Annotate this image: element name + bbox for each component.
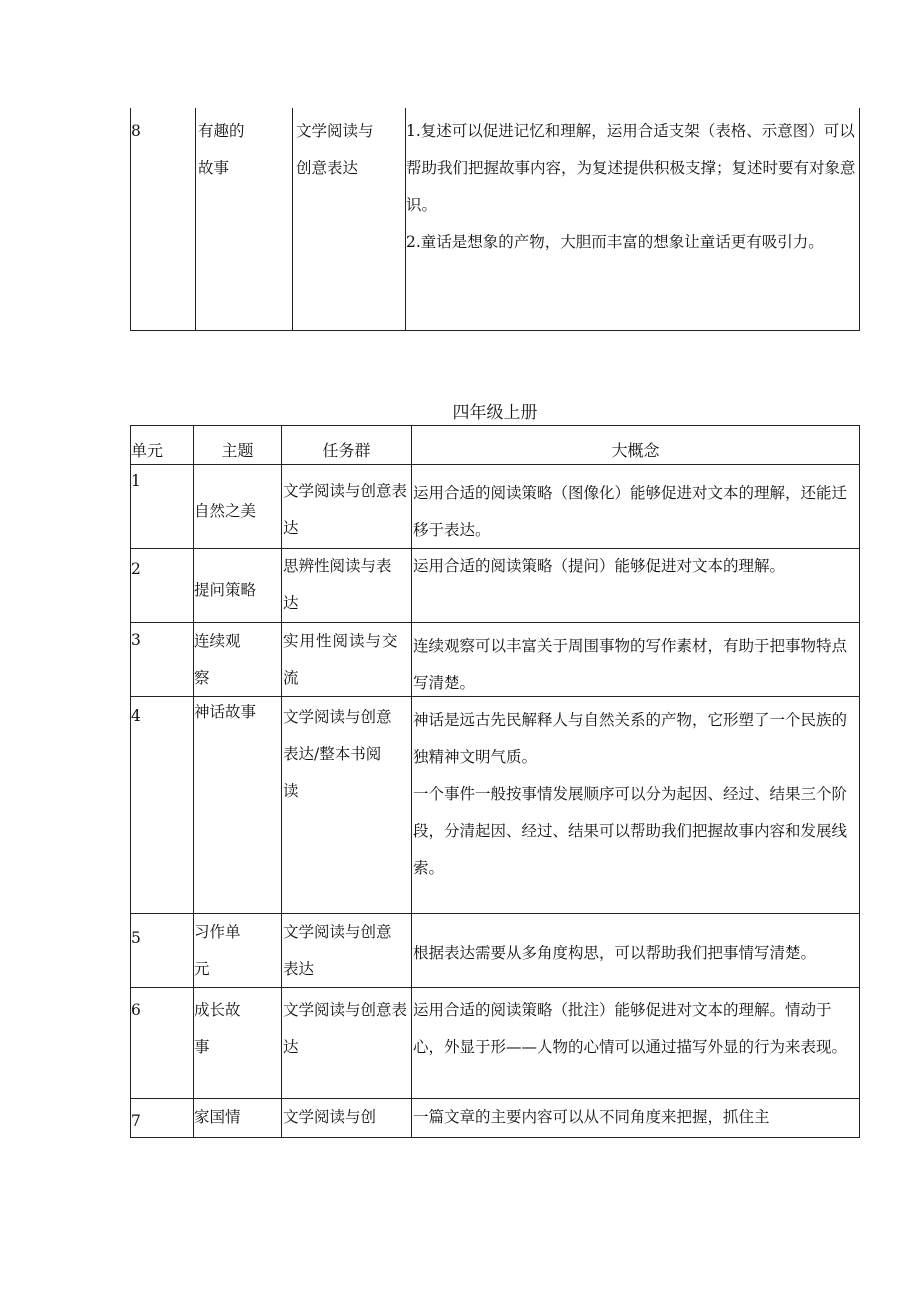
unit-cell: 2 — [131, 560, 141, 578]
theme-cell: 习作单元 — [194, 923, 241, 978]
concept-paragraph: 1.复述可以促进记忆和理解，运用合适支架（表格、示意图）可以帮助我们把握故事内容，为复述提供积极支撑；复述时要有对象意识。 — [406, 122, 856, 214]
unit-cell: 3 — [131, 631, 141, 649]
theme-cell: 自然之美 — [194, 502, 257, 520]
concept-cell — [413, 628, 857, 702]
unit-cell: 1 — [131, 472, 141, 490]
task-cell: 思辨性阅读与表达 — [283, 557, 392, 612]
section-title: 四年级上册 — [452, 403, 538, 423]
unit-cell: 5 — [131, 929, 141, 947]
top-concept-cell — [406, 113, 859, 261]
concept-paragraph: 根据表达需要从多角度构思，可以帮助我们把事情写清楚。 — [413, 944, 817, 962]
theme-cell: 成长故事 — [194, 1001, 241, 1056]
concept-paragraph: 一个事件一般按事情发展顺序可以分为起因、经过、结果三个阶段，分清起因、经过、结果可以帮助我们把握故事内容和发展线索。 — [413, 785, 848, 877]
theme-cell: 家国情 — [194, 1108, 241, 1126]
concept-cell — [413, 702, 857, 887]
top-theme-cell: 有趣的故事 — [198, 122, 245, 177]
top-task-cell: 文学阅读与创意表达 — [296, 122, 374, 177]
theme-cell: 提问策略 — [194, 581, 257, 599]
concept-paragraph: 一篇文章的主要内容可以从不同角度来把握，抓住主 — [413, 1108, 770, 1126]
concept-cell — [413, 548, 857, 585]
task-cell: 实用性阅读与交流 — [283, 632, 399, 687]
concept-cell — [413, 1099, 857, 1136]
theme-cell: 神话故事 — [194, 703, 257, 721]
concept-cell — [413, 475, 857, 549]
header-task-group: 任务群 — [322, 441, 371, 460]
task-cell: 文学阅读与创意表达/整本书阅读 — [283, 708, 392, 800]
unit-cell: 7 — [131, 1112, 141, 1130]
concept-cell — [413, 992, 857, 1066]
header-unit: 单元 — [131, 441, 164, 460]
concept-paragraph: 2.童话是想象的产物，大胆而丰富的想象让童话更有吸引力。 — [406, 233, 824, 251]
task-cell: 文学阅读与创意表达 — [283, 1001, 408, 1056]
concept-paragraph: 神话是远古先民解释人与自然关系的产物，它形塑了一个民族的独精神文明气质。 — [413, 711, 848, 766]
concept-paragraph: 运用合适的阅读策略（提问）能够促进对文本的理解。 — [413, 557, 786, 575]
unit-cell: 6 — [131, 1001, 141, 1019]
unit-cell: 4 — [131, 707, 141, 725]
task-cell: 文学阅读与创意表达 — [283, 482, 408, 537]
theme-cell: 连续观察 — [194, 632, 241, 687]
concept-paragraph: 运用合适的阅读策略（批注）能够促进对文本的理解。情动于心，外显于形——人物的心情可以通过描写外显的行为来表现。 — [413, 1001, 848, 1056]
task-cell: 文学阅读与创 — [283, 1108, 377, 1126]
task-cell: 文学阅读与创意表达 — [283, 923, 392, 978]
concept-paragraph: 运用合适的阅读策略（图像化）能够促进对文本的理解，还能迁移于表达。 — [413, 484, 848, 539]
concept-cell — [413, 935, 857, 972]
header-theme: 主题 — [221, 441, 254, 460]
top-unit-cell: 8 — [131, 122, 141, 140]
concept-paragraph: 连续观察可以丰富关于周围事物的写作素材，有助于把事物特点写清楚。 — [413, 637, 848, 692]
header-big-concept: 大概念 — [611, 441, 660, 460]
